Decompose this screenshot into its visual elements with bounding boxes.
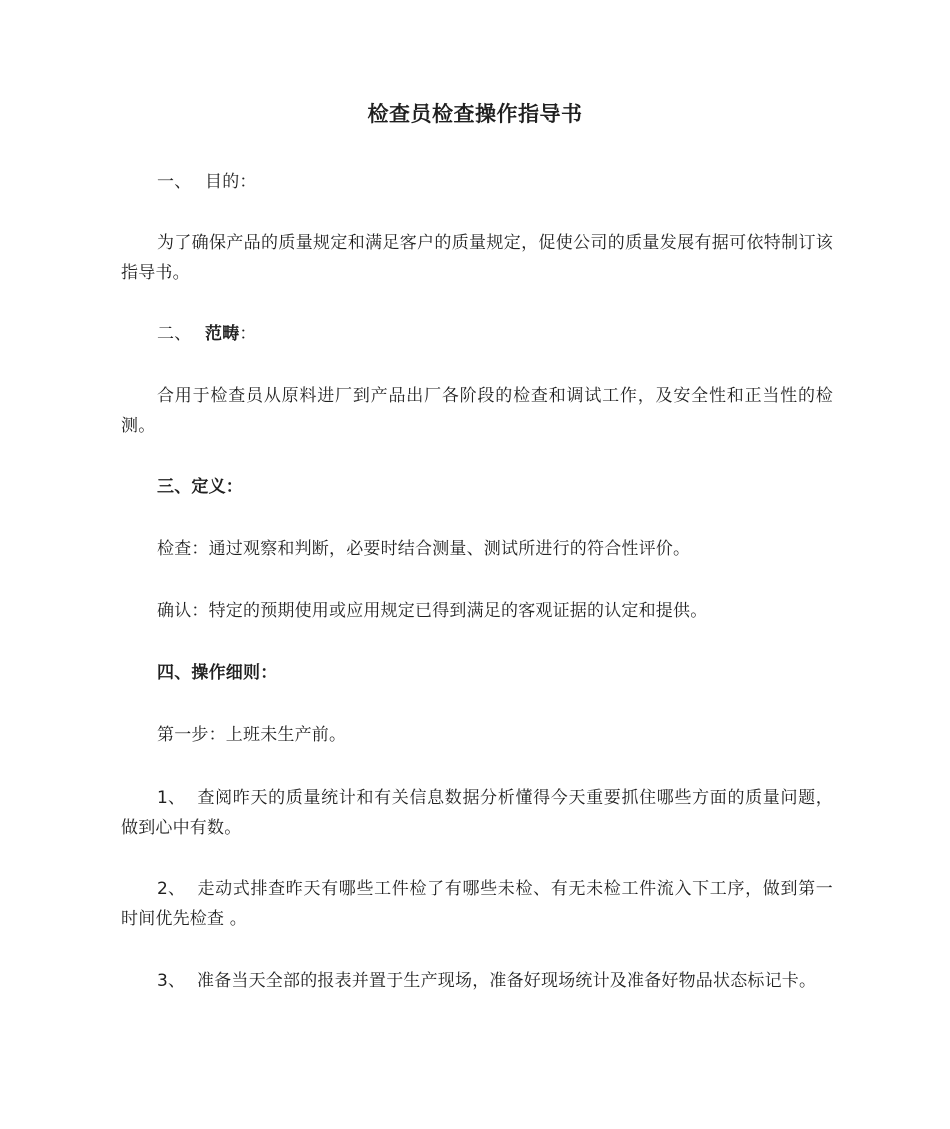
definition-inspection: 检查：通过观察和判断，必要时结合测量、测试所进行的符合性评价。 <box>157 539 691 559</box>
section-1-label: 目的： <box>205 172 257 192</box>
section-1-number: 一、 <box>157 172 192 192</box>
section-2-paragraph: 合用于检查员从原料进厂到产品出厂各阶段的检查和调试工作，及安全性和正当性的检测。 <box>121 386 833 436</box>
list-item <box>121 874 833 934</box>
list-item-number: 1、 <box>157 788 186 808</box>
section-2-label: 范畴 <box>205 324 240 344</box>
section-1-paragraph: 为了确保产品的质量规定和满足客户的质量规定，促使公司的质量发展有据可依特制订该指导书。 <box>121 233 833 283</box>
list-item-number: 3、 <box>157 971 186 991</box>
section-4-heading: 四、操作细则： <box>157 663 278 683</box>
list-item-text: 查阅昨天的质量统计和有关信息数据分析懂得今天重要抓住哪些方面的质量问题，做到心中有数。 <box>121 788 833 838</box>
step-1-heading: 第一步：上班未生产前。 <box>157 725 347 745</box>
list-item <box>121 783 833 843</box>
section-2-number: 二、 <box>157 324 192 344</box>
section-2-heading <box>157 320 257 348</box>
list-item-number: 2、 <box>157 879 186 899</box>
section-2-label-suffix: ： <box>239 324 257 344</box>
list-item-text: 准备当天全部的报表并置于生产现场，准备好现场统计及准备好物品状态标记卡。 <box>197 971 817 991</box>
list-item <box>121 966 833 996</box>
section-1-heading <box>157 168 257 196</box>
list-item-text: 走动式排查昨天有哪些工件检了有哪些未检、有无未检工件流入下工序，做到第一时间优先检查 。 <box>121 879 833 929</box>
document-title: 检查员检查操作指导书 <box>367 102 583 126</box>
section-3-heading: 三、定义： <box>157 477 243 497</box>
definition-confirmation: 确认：特定的预期使用或应用规定已得到满足的客观证据的认定和提供。 <box>157 601 708 621</box>
